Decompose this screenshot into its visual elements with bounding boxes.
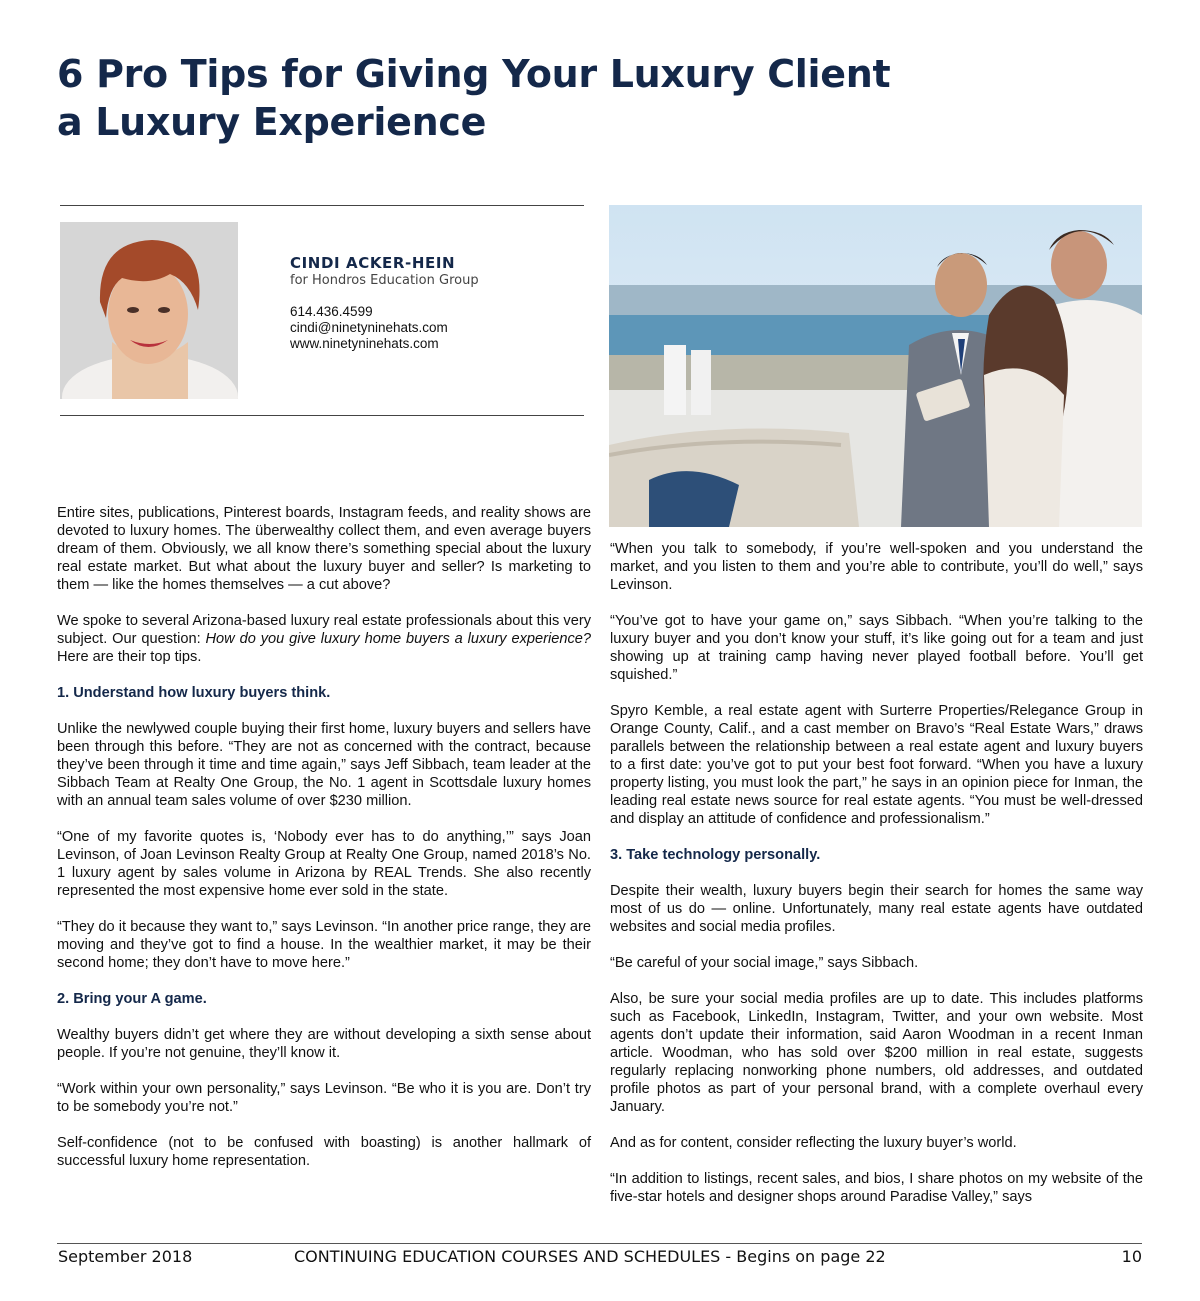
author-headshot	[60, 222, 238, 399]
paragraph: “They do it because they want to,” says Levinson. “In another price range, they are moving and they’ve got to find a house. In the wealthier market, it may be their second home; they don’t have to move here.”	[57, 919, 591, 971]
paragraph: Spyro Kemble, a real estate agent with Surterre Properties/Relegance Group in Orange County, Calif., and a cast member on Bravo’s “Real Estate Wars,” draws parallels between the relationship between a real estate agent and luxury buyers to a first date: you’ve got to put your best foot forward. “When you have a luxury property listing, you must look the part,” he says in an opinion piece for Inman, the leading real estate news source for real estate agents. “You must be well-dressed and display an attitude of confidence and professionalism.”	[610, 703, 1143, 827]
article-title	[57, 50, 957, 146]
top-divider	[60, 205, 584, 206]
paragraph: “One of my favorite quotes is, ‘Nobody ever has to do anything,’” says Joan Levinson, of Joan Levinson Realty Group at Realty One Group, named 2018’s No. 1 luxury agent by sales volume in Arizona by REAL Trends. She also recently represented the most expensive home ever sold in the state.	[57, 829, 591, 899]
paragraph: “When you talk to somebody, if you’re well-spoken and you understand the market, and you listen to them and you’re able to contribute, you’ll do well,” says Levinson.	[610, 541, 1143, 593]
paragraph: Also, be sure your social media profiles are up to date. This includes platforms such as Facebook, LinkedIn, Instagram, Twitter, and your own website. Most agents don’t update their information, said Aaron Woodman in a recent Inman article. Woodman, who has sold over $200 million in real estate, suggests regularly replacing nonworking phone numbers, old addresses, and outdated profile photos as part of your personal brand, with a complete overhaul every January.	[610, 991, 1143, 1115]
tip-heading-2: 2. Bring your A game.	[57, 991, 207, 1007]
page-number: 10	[1121, 1247, 1142, 1266]
question-italic: How do you give luxury home buyers a luxury experience?	[205, 631, 591, 647]
paragraph: “You’ve got to have your game on,” says Sibbach. “When you’re talking to the luxury buyer and you don’t know your stuff, it’s like going out for a team and just showing up at training camp having never played football before. You’ll get squished.”	[610, 613, 1143, 683]
paragraph-question	[57, 612, 591, 666]
author-organization: for Hondros Education Group	[290, 273, 479, 288]
author-portrait-image	[60, 222, 238, 399]
paragraph: Despite their wealth, luxury buyers begin their search for homes the same way most of us do — online. Unfortunately, many real estate agents have outdated websites and social media profiles.	[610, 883, 1143, 935]
author-email: cindi@ninetyninehats.com	[290, 320, 448, 335]
paragraph: Wealthy buyers didn’t get where they are without developing a sixth sense about people. If you’re not genuine, they’ll know it.	[57, 1027, 591, 1061]
bottom-divider	[60, 415, 584, 416]
paragraph-text: We spoke to several Arizona-based luxury real estate professionals about this very subject. Our question:	[57, 613, 591, 647]
footer-date: September 2018	[58, 1247, 193, 1266]
author-block	[290, 254, 580, 352]
paragraph: Entire sites, publications, Pinterest boards, Instagram feeds, and reality shows are devoted to luxury homes. The überwealthy collect them, and even average buyers dream of them. Obviously, we all know there’s something special about the luxury real estate market. But what about the luxury buyer and seller? Is marketing to them — like the homes themselves — a cut above?	[57, 505, 591, 593]
author-website: www.ninetyninehats.com	[290, 336, 439, 351]
agent-with-couple-image	[609, 205, 1142, 527]
footer-divider	[57, 1243, 1142, 1244]
paragraph: “Be careful of your social image,” says Sibbach.	[610, 955, 919, 971]
paragraph: Self-confidence (not to be confused with boasting) is another hallmark of successful luxury home representation.	[57, 1135, 591, 1169]
tip-heading-3: 3. Take technology personally.	[610, 847, 821, 863]
author-phone: 614.436.4599	[290, 304, 373, 319]
article-title-line1: 6 Pro Tips for Giving Your Luxury Client	[57, 52, 891, 96]
left-column	[57, 504, 591, 1188]
paragraph: And as for content, consider reflecting the luxury buyer’s world.	[610, 1135, 1017, 1151]
article-photo	[609, 205, 1142, 527]
paragraph-text: Here are their top tips.	[57, 649, 202, 665]
tip-heading-1: 1. Understand how luxury buyers think.	[57, 685, 331, 701]
right-column	[610, 540, 1143, 1224]
paragraph: “In addition to listings, recent sales, and bios, I share photos on my website of the five-star hotels and designer shops around Paradise Valley,” says	[610, 1171, 1143, 1205]
footer-promo-text: CONTINUING EDUCATION COURSES AND SCHEDULES - Begins on page 22	[294, 1247, 886, 1266]
paragraph: Unlike the newlywed couple buying their first home, luxury buyers and sellers have been through this before. “They are not as concerned with the contract, because they’ve been through it time and time again,” says Jeff Sibbach, team leader at the Sibbach Team at Realty One Group, the No. 1 agent in Scottsdale luxury homes with an annual team sales volume of over $230 million.	[57, 721, 591, 809]
article-title-line2: a Luxury Experience	[57, 100, 487, 144]
paragraph: “Work within your own personality,” says Levinson. “Be who it is you are. Don’t try to be somebody you’re not.”	[57, 1081, 591, 1115]
author-name: CINDI ACKER-HEIN	[290, 254, 456, 272]
